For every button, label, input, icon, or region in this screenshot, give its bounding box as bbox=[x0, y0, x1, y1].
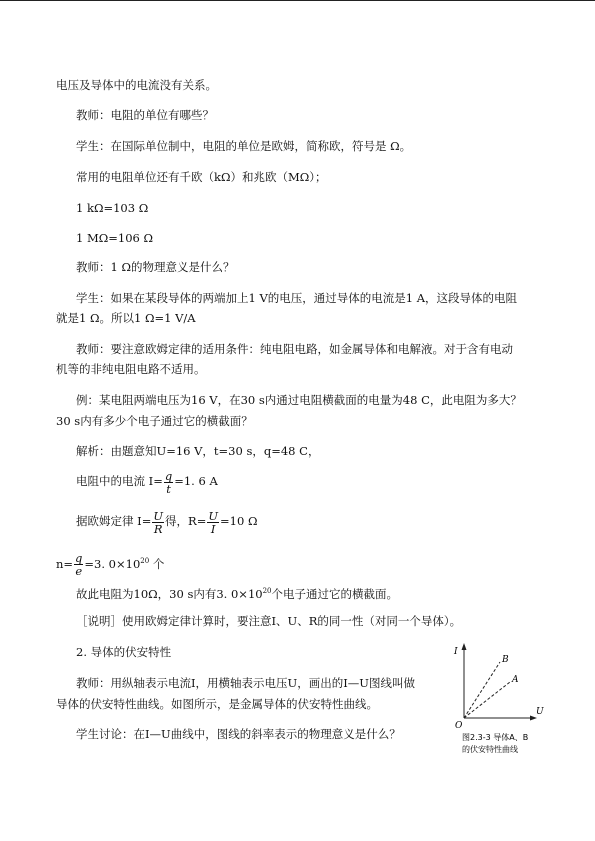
conclusion-text: 故此电阻为10Ω，30 s内有3. 0×10 bbox=[76, 586, 263, 601]
teacher-note: 教师：要注意欧姆定律的适用条件：纯电阻电路，如金属导体和电解液。对于含有电动 bbox=[76, 342, 513, 356]
exponent: 20 bbox=[262, 587, 272, 595]
formula-result: =10 Ω bbox=[220, 514, 258, 528]
solution-given: 解析：由题意知U=16 V，t=30 s，q=48 C， bbox=[76, 444, 320, 458]
teacher-question: 教师：电阻的单位有哪些？ bbox=[76, 108, 214, 122]
formula-text: n= bbox=[56, 556, 74, 571]
example-problem-cont: 30 s内有多少个电子通过它的横截面？ bbox=[56, 414, 253, 428]
y-axis-arrow bbox=[462, 643, 467, 650]
conclusion-text: 个电子通过它的横截面。 bbox=[271, 586, 398, 601]
figure-caption-cont: 的伏安特性曲线 bbox=[462, 745, 518, 754]
formula-result: =3. 0×10 bbox=[84, 556, 141, 571]
fraction-q-over-t: $\frac{q}{t}$ bbox=[164, 468, 173, 496]
line-a-label: A bbox=[512, 675, 519, 685]
teacher-question: 教师：1 Ω的物理意义是什么？ bbox=[76, 260, 235, 274]
formula-text: 电阻中的电流 I= bbox=[76, 474, 163, 488]
student-answer: 学生：如果在某段导体的两端加上1 V的电压，通过导体的电流是1 A，这段导体的电阻 bbox=[76, 291, 518, 305]
iu-characteristic-figure bbox=[450, 640, 560, 770]
exponent: 20 bbox=[140, 557, 150, 565]
figure-caption: 图2.3-3 导体A、B bbox=[462, 733, 529, 742]
teacher-explanation: 教师：用纵轴表示电流I，用横轴表示电压U，画出的I—U图线叫做 bbox=[76, 676, 415, 690]
conclusion bbox=[76, 584, 398, 601]
teacher-explanation-cont: 导体的伏安特性曲线。如图所示，是金属导体的伏安特性曲线。 bbox=[56, 697, 378, 711]
electron-count-formula bbox=[56, 548, 164, 577]
line-a bbox=[464, 682, 510, 718]
fraction-u-over-r: $\frac{U}{R}$ bbox=[153, 508, 164, 536]
top-rule bbox=[0, 0, 595, 1]
x-axis-label: U bbox=[536, 707, 544, 717]
y-axis-label: I bbox=[454, 647, 458, 657]
section-heading: 2. 导体的伏安特性 bbox=[76, 645, 172, 659]
formula-text: 据欧姆定律 I= bbox=[76, 514, 152, 528]
paragraph-line: 电压及导体中的电流没有关系。 bbox=[56, 78, 217, 92]
fraction-u-over-i: $\frac{U}{I}$ bbox=[208, 508, 219, 536]
formula-unit: 个 bbox=[149, 556, 165, 571]
current-formula bbox=[76, 468, 218, 495]
student-answer-cont: 就是1 Ω。所以1 Ω=1 V/A bbox=[56, 311, 196, 325]
line-b-label: B bbox=[502, 655, 509, 665]
formula-result: =1. 6 A bbox=[174, 474, 218, 488]
paragraph-line: 常用的电阻单位还有千欧（kΩ）和兆欧（MΩ）； bbox=[76, 170, 327, 184]
line-b bbox=[464, 662, 500, 718]
unit-conversion-k: 1 kΩ=103 Ω bbox=[76, 201, 149, 215]
teacher-note-cont: 机等的非纯电阻电路不适用。 bbox=[56, 362, 206, 376]
unit-conversion-m: 1 MΩ=106 Ω bbox=[76, 231, 154, 245]
note: ［说明］使用欧姆定律计算时，要注意I、U、R的同一性（对同一个导体）。 bbox=[76, 614, 462, 628]
ohm-law-formula bbox=[76, 508, 258, 535]
example-problem: 例：某电阻两端电压为16 V，在30 s内通过电阻横截面的电量为48 C，此电阻为多大？ bbox=[76, 393, 522, 407]
student-answer: 学生：在国际单位制中，电阻的单位是欧姆，简称欧，符号是 Ω。 bbox=[76, 139, 412, 153]
formula-text: 得，R= bbox=[165, 514, 207, 528]
fraction-q-over-e: $\frac{q}{e}$ bbox=[75, 551, 83, 579]
origin-label: O bbox=[455, 721, 463, 731]
student-discussion: 学生讨论：在I—U曲线中，图线的斜率表示的物理意义是什么？ bbox=[76, 727, 401, 741]
